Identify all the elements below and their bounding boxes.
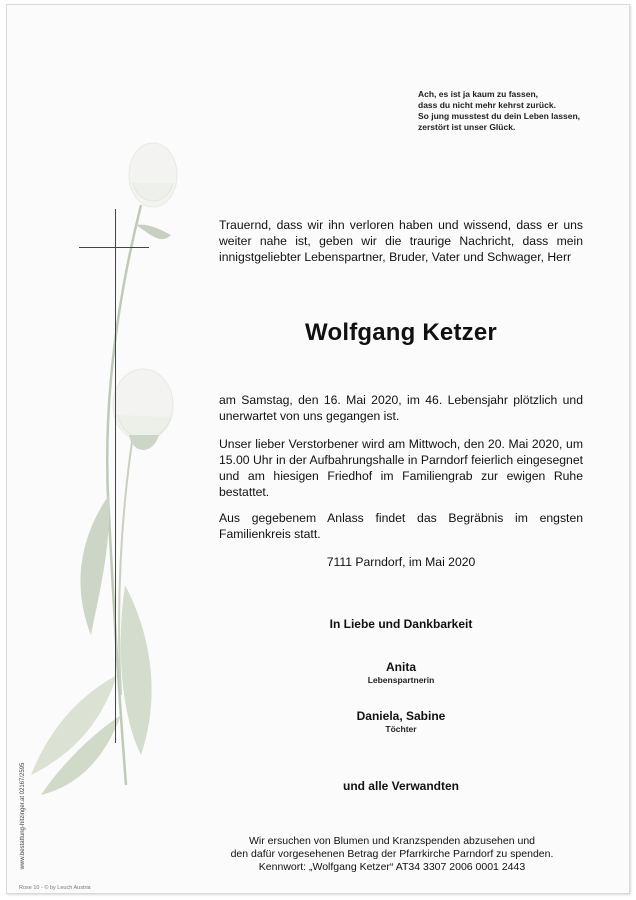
mourner-relation: Lebenspartnerin [367, 675, 435, 685]
funeral-home-credit: www.bestattung-hitzinger.at 02167/2595 [20, 762, 26, 870]
donation-note [177, 835, 607, 874]
rose-illustration [21, 135, 191, 795]
poem-line: Ach, es ist ja kaum zu fassen, [418, 89, 538, 99]
death-paragraph: am Samstag, den 16. Mai 2020, im 46. Lebensjahr plötzlich und unerwartet von uns gegangen ist. [219, 393, 583, 423]
mourner-relation: Töchter [385, 724, 417, 734]
footer-line: den dafür vorgesehenen Betrag der Pfarrkirche Parndorf zu spenden. [230, 848, 554, 860]
image-credit: Rose 10 - © by Leuch Austria [19, 885, 91, 891]
poem-line: So jung musstest du dein Leben lassen, [418, 111, 581, 121]
deceased-name: Wolfgang Ketzer [305, 319, 497, 346]
poem-line: zerstört ist unser Glück. [418, 122, 516, 132]
closing-phrase: In Liebe und Dankbarkeit [329, 617, 473, 631]
cross-horizontal-line [79, 247, 149, 248]
intro-paragraph: Trauernd, dass wir ihn verloren haben und wissend, dass er uns weiter nahe ist, geben wir die traurige Nachricht, dass mein innigstgeliebter Lebenspartner, Bruder, Vater und Schwager, Herr [219, 218, 583, 264]
mourner-name: Anita [386, 660, 416, 674]
poem [418, 89, 618, 133]
mourner-name: Daniela, Sabine [356, 709, 446, 723]
footer-line: Wir ersuchen von Blumen und Kranzspenden abzusehen und [248, 835, 536, 847]
relatives-line: und alle Verwandten [342, 779, 460, 793]
obituary-sheet [6, 4, 630, 894]
place-date: 7111 Parndorf, im Mai 2020 [326, 555, 476, 569]
poem-line: dass du nicht mehr kehrst zurück. [418, 100, 556, 110]
burial-paragraph: Aus gegebenem Anlass findet das Begräbnis im engsten Familienkreis statt. [219, 511, 583, 541]
cross-vertical-line [115, 209, 116, 743]
funeral-paragraph: Unser lieber Verstorbener wird am Mittwoch, den 20. Mai 2020, um 15.00 Uhr in der Aufbahrungshalle in Parndorf feierlich eingesegnet und am hiesigen Friedhof im Familiengrab zur ewigen Ruhe bestattet. [219, 437, 583, 499]
footer-line: Kennwort: „Wolfgang Ketzer“ AT34 3307 2006 0001 2443 [258, 861, 526, 873]
